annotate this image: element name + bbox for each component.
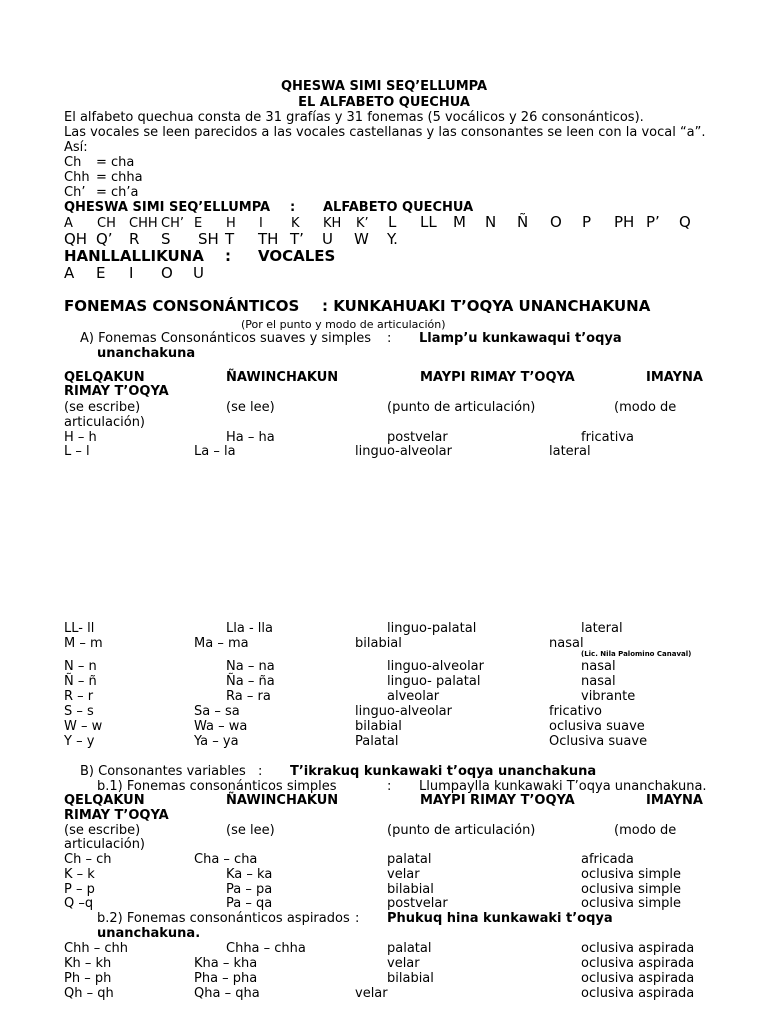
alphabet-letter: W	[354, 230, 369, 248]
cell-read: Na – na	[226, 659, 275, 674]
cell-mode: oclusiva suave	[549, 719, 645, 734]
cell-mode: vibrante	[581, 689, 636, 704]
alphabet-letter: PH	[614, 213, 635, 231]
cell-written: L – l	[64, 444, 90, 459]
section-b1-title: Llumpaylla kunkawaki T’oqya unanchakuna.	[419, 779, 707, 794]
cell-read: Pa – qa	[226, 896, 273, 911]
cell-mode: africada	[581, 852, 634, 867]
alphabet-letter: Ñ	[517, 213, 529, 231]
example-reading: = chha	[96, 170, 143, 185]
section-b1-label: b.1) Fonemas consonánticos simples	[97, 779, 337, 794]
alphabet-letter: E	[194, 216, 203, 231]
cell-point: velar	[387, 867, 420, 882]
cell-read: Qha – qha	[194, 986, 260, 1001]
intro-line: El alfabeto quechua consta de 31 grafías y 31 fonemas (5 vocálicos y 26 consonánticos).	[64, 110, 644, 125]
cell-written: P – p	[64, 882, 95, 897]
cell-point: bilabial	[387, 971, 434, 986]
section-a-sep: :	[387, 331, 392, 346]
col-subheader: (se escribe)	[64, 823, 141, 838]
alphabet-letter: QH	[64, 230, 88, 248]
cell-point: linguo-alveolar	[355, 704, 452, 719]
alphabet-letter: CH	[97, 216, 116, 231]
cell-read: Pha – pha	[194, 971, 258, 986]
alphabet-letter: P	[582, 213, 592, 231]
page-subtitle: EL ALFABETO QUECHUA	[298, 95, 470, 110]
cell-mode: oclusiva aspirada	[581, 986, 695, 1001]
col-subheader: (se lee)	[226, 823, 275, 838]
section-b-sep: :	[258, 764, 263, 779]
alphabet-letter: K’	[356, 216, 369, 231]
vowel-letter: U	[193, 264, 204, 282]
cell-read: Ña – ña	[226, 674, 275, 689]
cell-read: Ha – ha	[226, 430, 275, 445]
alphabet-letter: S	[161, 230, 171, 248]
section-b2-sep: :	[355, 911, 360, 926]
alphabet-letter: T’	[290, 230, 304, 248]
col-subheader: (se escribe)	[64, 400, 141, 415]
cell-written: S – s	[64, 704, 94, 719]
cell-mode: oclusiva simple	[581, 882, 682, 897]
cell-written: Ph – ph	[64, 971, 112, 986]
alphabet-heading-right: ALFABETO QUECHUA	[323, 200, 474, 215]
vowel-letter: A	[64, 264, 75, 282]
col-header: MAYPI RIMAY T’OQYA	[420, 370, 575, 385]
col-subheader: (modo de	[614, 400, 677, 415]
intro-line: Así:	[64, 140, 88, 155]
cell-read: Ra – ra	[226, 689, 271, 704]
cell-written: N – n	[64, 659, 97, 674]
cell-read: Ka – ka	[226, 867, 273, 882]
section-b1-sep: :	[387, 779, 392, 794]
cell-written: K – k	[64, 867, 95, 882]
section-b-label: B) Consonantes variables	[80, 764, 246, 779]
cell-mode: oclusiva aspirada	[581, 971, 695, 986]
cell-mode: fricativa	[581, 430, 635, 445]
alphabet-letter: SH	[198, 230, 219, 248]
alphabet-letter: M	[453, 213, 466, 231]
alphabet-letter: I	[259, 216, 263, 231]
cell-read: Cha – cha	[194, 852, 258, 867]
cell-written: Y – y	[64, 734, 95, 749]
alphabet-heading-sep: :	[290, 200, 296, 215]
cell-mode: fricativo	[549, 704, 603, 719]
col-subheader: (punto de articulación)	[387, 823, 536, 838]
alphabet-letter: CHH	[129, 216, 158, 231]
col-header: MAYPI RIMAY T’OQYA	[420, 793, 575, 808]
cell-mode: oclusiva simple	[581, 896, 682, 911]
section-a-label: A) Fonemas Consonánticos suaves y simples	[80, 331, 372, 346]
alphabet-letter: R	[129, 230, 140, 248]
col-header: QELQAKUN	[64, 370, 145, 385]
cell-read: Lla - lla	[226, 621, 273, 636]
vowel-letter: I	[129, 264, 134, 282]
alphabet-letter: LL	[420, 213, 437, 231]
cell-mode: oclusiva simple	[581, 867, 682, 882]
cell-mode: Oclusiva suave	[549, 734, 648, 749]
col-subheader: (se lee)	[226, 400, 275, 415]
example-reading: = cha	[96, 155, 135, 170]
cell-point: bilabial	[355, 636, 402, 651]
alphabet-letter: K	[291, 216, 300, 231]
cell-read: La – la	[194, 444, 236, 459]
cell-read: Ya – ya	[194, 734, 239, 749]
alphabet-letter: CH’	[161, 216, 184, 231]
alphabet-letter: Q’	[96, 230, 113, 248]
alphabet-letter: L	[388, 213, 397, 231]
cell-point: postvelar	[387, 430, 448, 445]
col-header: IMAYNA	[646, 370, 703, 385]
col-header-cont: RIMAY T’OQYA	[64, 384, 169, 399]
cell-mode: lateral	[581, 621, 623, 636]
cell-mode: oclusiva aspirada	[581, 956, 695, 971]
alphabet-heading-left: QHESWA SIMI SEQ’ELLUMPA	[64, 200, 271, 215]
vowel-letter: E	[96, 264, 106, 282]
cell-point: linguo-palatal	[387, 621, 477, 636]
col-header: ÑAWINCHAKUN	[226, 370, 339, 385]
cell-point: linguo- palatal	[387, 674, 481, 689]
cell-point: palatal	[387, 852, 432, 867]
cell-written: Ñ – ñ	[64, 674, 97, 689]
alphabet-letter: U	[322, 230, 333, 248]
section-a-title: Llamp’u kunkawaqui t’oqya	[419, 331, 622, 346]
cell-read: Wa – wa	[194, 719, 248, 734]
col-header: ÑAWINCHAKUN	[226, 793, 339, 808]
alphabet-letter: TH	[258, 230, 279, 248]
cell-point: linguo-alveolar	[387, 659, 484, 674]
cell-point: Palatal	[355, 734, 399, 749]
col-subheader-cont: articulación)	[64, 837, 146, 852]
cell-point: alveolar	[387, 689, 440, 704]
vowels-heading-left: HANLLALLIKUNA	[64, 247, 204, 265]
consonants-heading-left: FONEMAS CONSONÁNTICOS	[64, 297, 300, 315]
alphabet-letter: Q	[679, 213, 691, 231]
section-b2-title: Phukuq hina kunkawaki t’oqya	[387, 911, 613, 926]
cell-mode: nasal	[549, 636, 584, 651]
vowel-letter: O	[161, 264, 173, 282]
cell-written: Kh – kh	[64, 956, 112, 971]
consonants-subnote: (Por el punto y modo de articulación)	[241, 318, 446, 331]
cell-point: velar	[387, 956, 420, 971]
cell-read: Ma – ma	[194, 636, 249, 651]
cell-written: Ch – ch	[64, 852, 112, 867]
cell-read: Kha – kha	[194, 956, 258, 971]
section-b2-label: b.2) Fonemas consonánticos aspirados	[97, 911, 350, 926]
cell-mode: nasal	[581, 659, 616, 674]
alphabet-letter: P’	[646, 213, 660, 231]
example-letter: Chh	[64, 170, 90, 185]
cell-point: postvelar	[387, 896, 448, 911]
alphabet-letter: A	[64, 216, 73, 231]
section-b2-title-cont: unanchakuna.	[97, 926, 201, 941]
cell-mode: nasal	[581, 674, 616, 689]
col-subheader: (punto de articulación)	[387, 400, 536, 415]
col-subheader: (modo de	[614, 823, 677, 838]
intro-line: Las vocales se leen parecidos a las vocales castellanas y las consonantes se leen con la vocal “a”.	[64, 125, 706, 140]
alphabet-letter: T	[225, 230, 235, 248]
cell-written: R – r	[64, 689, 94, 704]
example-reading: = ch’a	[96, 185, 139, 200]
cell-written: Chh – chh	[64, 941, 128, 956]
cell-written: Q –q	[64, 896, 94, 911]
alphabet-letter: KH	[323, 216, 342, 231]
col-subheader-cont: articulación)	[64, 415, 146, 430]
cell-written: H – h	[64, 430, 97, 445]
alphabet-letter: N	[485, 213, 497, 231]
alphabet-letter: Y.	[387, 230, 398, 248]
section-a-title-cont: unanchakuna	[97, 346, 196, 361]
cell-point: velar	[355, 986, 388, 1001]
cell-point: bilabial	[387, 882, 434, 897]
section-b-title: T’ikrakuq kunkawaki t’oqya unanchakuna	[290, 764, 597, 779]
alphabet-letter: H	[226, 216, 236, 231]
cell-written: M – m	[64, 636, 103, 651]
cell-read: Sa – sa	[194, 704, 240, 719]
cell-written: LL- ll	[64, 621, 95, 636]
example-letter: Ch	[64, 155, 82, 170]
alphabet-letter: O	[550, 213, 562, 231]
vowels-heading-right: VOCALES	[258, 247, 336, 265]
col-header: QELQAKUN	[64, 793, 145, 808]
cell-written: W – w	[64, 719, 103, 734]
col-header-cont: RIMAY T’OQYA	[64, 808, 169, 823]
cell-read: Pa – pa	[226, 882, 273, 897]
cell-mode: oclusiva aspirada	[581, 941, 695, 956]
page-title: QHESWA SIMI SEQ’ELLUMPA	[280, 79, 488, 94]
vowels-heading-sep: :	[225, 247, 231, 265]
cell-point: linguo-alveolar	[355, 444, 452, 459]
consonants-heading-right: : KUNKAHUAKI T’OQYA UNANCHAKUNA	[322, 297, 651, 315]
cell-written: Qh – qh	[64, 986, 114, 1001]
cell-read: Chha – chha	[226, 941, 306, 956]
cell-point: bilabial	[355, 719, 402, 734]
cell-point: palatal	[387, 941, 432, 956]
example-letter: Ch’	[64, 185, 86, 200]
author-note: (Lic. Nila Palomino Canaval)	[581, 650, 692, 658]
cell-mode: lateral	[549, 444, 591, 459]
col-header: IMAYNA	[646, 793, 703, 808]
